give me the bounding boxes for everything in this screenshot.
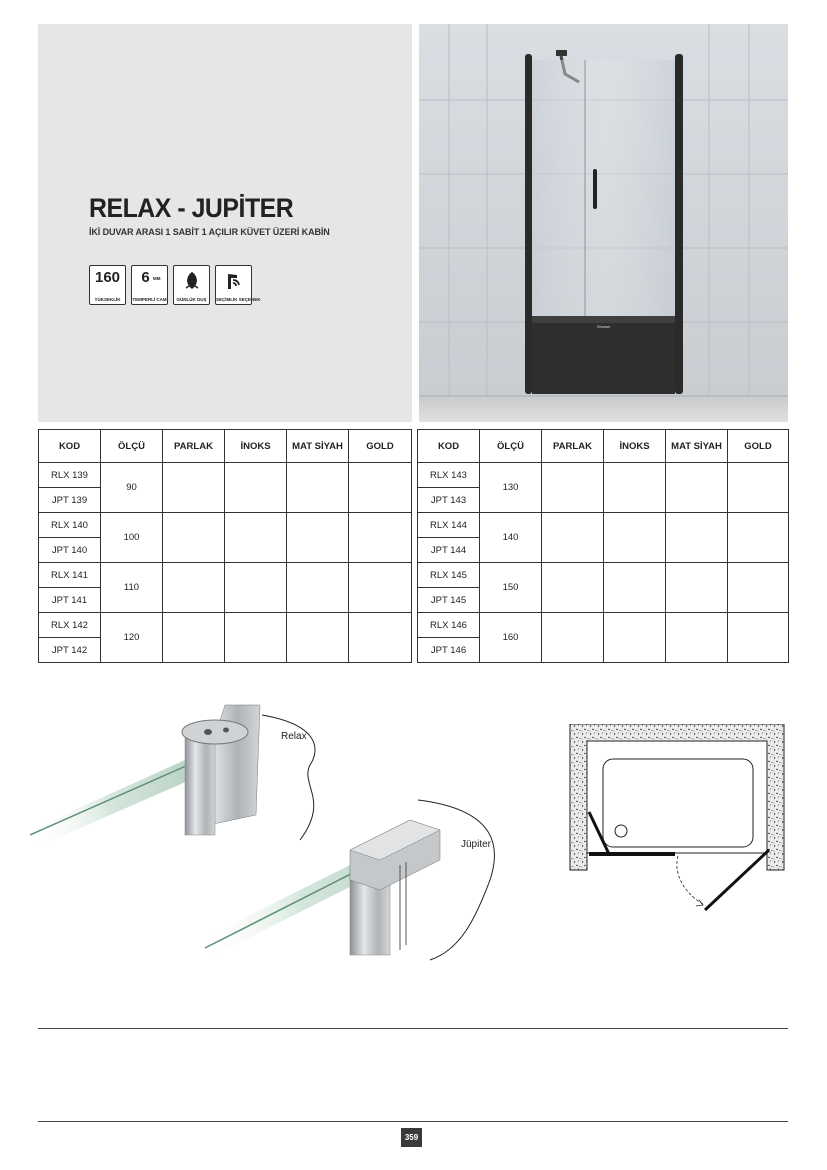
spec-table-left — [38, 429, 412, 663]
parlak-cell — [542, 613, 604, 663]
kod-cell: JPT 140 — [39, 538, 101, 563]
header-olcu: ÖLÇÜ — [480, 430, 542, 463]
brand-mark: Shower — [597, 324, 611, 329]
olcu-cell: 120 — [101, 613, 163, 663]
feature-eco-badge — [173, 265, 210, 305]
inoks-cell — [604, 463, 666, 513]
wave-icon — [224, 270, 244, 292]
gold-cell — [349, 563, 412, 613]
parlak-cell — [542, 563, 604, 613]
jupiter-profile-label: Jüpiter — [461, 839, 492, 850]
feature-height-badge — [89, 265, 126, 305]
header-inoks: İNOKS — [604, 430, 666, 463]
kod-cell: JPT 141 — [39, 588, 101, 613]
olcu-cell: 130 — [480, 463, 542, 513]
inoks-cell — [225, 513, 287, 563]
mat-siyah-cell — [666, 463, 728, 513]
kod-cell: JPT 139 — [39, 488, 101, 513]
olcu-cell: 100 — [101, 513, 163, 563]
table-row — [418, 563, 789, 588]
feature-glass-badge — [131, 265, 168, 305]
kod-cell: JPT 145 — [418, 588, 480, 613]
mat-siyah-cell — [666, 513, 728, 563]
header-inoks: İNOKS — [225, 430, 287, 463]
header-mat-siyah: MAT SİYAH — [666, 430, 728, 463]
relax-profile-label: Relax — [281, 731, 307, 742]
inoks-cell — [225, 613, 287, 663]
feature-glass-label: TEMPERLİ CAM — [132, 297, 167, 302]
feature-option-badge — [215, 265, 261, 305]
inoks-cell — [225, 463, 287, 513]
kod-cell: JPT 142 — [39, 638, 101, 663]
header-mat-siyah: MAT SİYAH — [287, 430, 349, 463]
gold-cell — [728, 463, 789, 513]
inoks-cell — [604, 613, 666, 663]
kod-cell: RLX 139 — [39, 463, 101, 488]
table-row — [39, 463, 412, 488]
kod-cell: RLX 143 — [418, 463, 480, 488]
parlak-cell — [163, 613, 225, 663]
mat-siyah-cell — [287, 563, 349, 613]
product-subtitle: İKİ DUVAR ARASI 1 SABİT 1 AÇILIR KÜVET ÜZERİ KABİN — [89, 227, 330, 237]
mat-siyah-cell — [666, 563, 728, 613]
table-row — [418, 613, 789, 638]
gold-cell — [728, 563, 789, 613]
header-gold: GOLD — [349, 430, 412, 463]
feature-eco-label: GÜNLÜK DUŞ — [176, 297, 207, 302]
inoks-cell — [604, 513, 666, 563]
table-row — [39, 563, 412, 588]
table-row — [418, 513, 789, 538]
olcu-cell: 90 — [101, 463, 163, 513]
gold-cell — [349, 513, 412, 563]
header-gold: GOLD — [728, 430, 789, 463]
product-title: RELAX - JUPİTER — [89, 193, 294, 223]
kod-cell: RLX 140 — [39, 513, 101, 538]
olcu-cell: 160 — [480, 613, 542, 663]
kod-cell: RLX 145 — [418, 563, 480, 588]
footer-divider-top — [38, 1028, 788, 1029]
table-row — [39, 613, 412, 638]
mat-siyah-cell — [666, 613, 728, 663]
product-photo — [419, 24, 788, 422]
kod-cell: RLX 144 — [418, 513, 480, 538]
olcu-cell: 140 — [480, 513, 542, 563]
kod-cell: RLX 146 — [418, 613, 480, 638]
header-parlak: PARLAK — [163, 430, 225, 463]
gold-cell — [349, 463, 412, 513]
olcu-cell: 150 — [480, 563, 542, 613]
header-olcu: ÖLÇÜ — [101, 430, 163, 463]
mat-siyah-cell — [287, 513, 349, 563]
header-kod: KOD — [39, 430, 101, 463]
page-number: 359 — [401, 1128, 422, 1147]
header-kod: KOD — [418, 430, 480, 463]
parlak-cell — [542, 513, 604, 563]
mat-siyah-cell — [287, 463, 349, 513]
table-header-row — [418, 430, 789, 463]
inoks-cell — [225, 563, 287, 613]
kod-cell: RLX 142 — [39, 613, 101, 638]
header-parlak: PARLAK — [542, 430, 604, 463]
parlak-cell — [542, 463, 604, 513]
gold-cell — [728, 513, 789, 563]
kod-cell: JPT 144 — [418, 538, 480, 563]
gold-cell — [728, 613, 789, 663]
parlak-cell — [163, 463, 225, 513]
feature-option-label: SEÇİMLİK SEÇENEK — [216, 297, 261, 302]
kod-cell: JPT 143 — [418, 488, 480, 513]
parlak-cell — [163, 513, 225, 563]
profile-details-illustration — [30, 690, 520, 990]
leaf-icon — [182, 270, 202, 292]
table-row — [418, 463, 789, 488]
kod-cell: RLX 141 — [39, 563, 101, 588]
feature-height-label: YÜKSEKLİK — [94, 297, 121, 302]
spec-table-right — [417, 429, 789, 663]
feature-glass-unit: MM — [153, 276, 161, 281]
top-view-plan-diagram — [565, 724, 787, 924]
table-row — [39, 513, 412, 538]
footer-divider-bottom — [38, 1121, 788, 1122]
feature-height-value: 160 — [94, 269, 121, 286]
gold-cell — [349, 613, 412, 663]
table-header-row — [39, 430, 412, 463]
kod-cell: JPT 146 — [418, 638, 480, 663]
inoks-cell — [604, 563, 666, 613]
shower-cabin-illustration — [419, 24, 788, 422]
feature-glass-value: 6 — [141, 269, 150, 286]
olcu-cell: 110 — [101, 563, 163, 613]
mat-siyah-cell — [287, 613, 349, 663]
parlak-cell — [163, 563, 225, 613]
